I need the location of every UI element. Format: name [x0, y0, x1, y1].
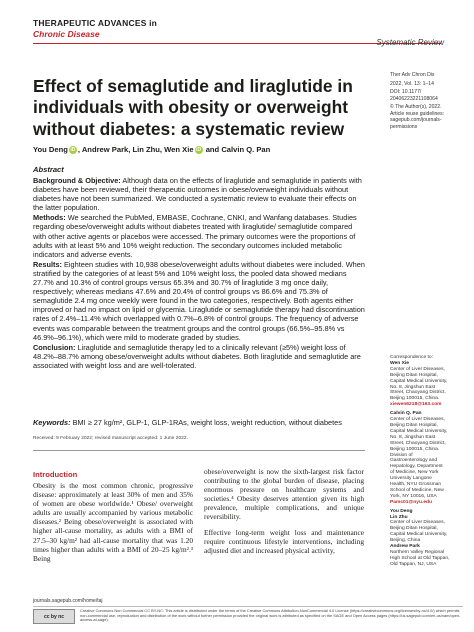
doi-value[interactable]: 20406223221108064 [390, 95, 438, 102]
body-paragraph: Effective long-term weight loss and maintenance require continuous lifestyle interventions, including adjusted diet and increased physical activity, [204, 527, 364, 555]
contact-name: Lin Zhu [390, 514, 408, 520]
section-heading: Introduction [33, 470, 78, 479]
author-name[interactable]: Wen Xie [164, 145, 194, 154]
correspondence-heading: Correspondence to: [390, 355, 433, 360]
background-label: Background & Objective: [33, 176, 121, 185]
doi-label[interactable]: DOI: 10.1177/ [390, 89, 422, 95]
author-name[interactable]: Andrew Park [81, 145, 129, 154]
author-list: You Deng iD , Andrew Park, Lin Zhu, Wen Xie iD and Calvin Q. Pan [33, 145, 271, 154]
contact-email[interactable]: xiewen6218@163.com [390, 402, 442, 408]
orcid-icon[interactable]: iD [196, 147, 202, 153]
journal-name: Chronic Disease [33, 29, 100, 39]
author-name[interactable]: Lin Zhu [132, 145, 160, 154]
volume-info: 2022, Vol. 13: 1–14 [390, 80, 434, 87]
journal-brand: THERAPEUTIC ADVANCES in [33, 18, 158, 28]
body-column-right [204, 467, 364, 561]
footer-divider [33, 606, 463, 607]
abstract-results [33, 260, 365, 342]
methods-text: We searched the PubMed, EMBASE, Cochrane, CNKI, and Wanfang databases. Studies regarding obese/overweight adults without diabetes treated with liraglutide/ semaglutide compared with other active agents or placebos were accessed. The primary outcomes were the proportions of adults with at least 5% and 10% weight reduction. The secondary outcomes included metabolic indicators and adverse events. [33, 213, 357, 259]
body-column-left: Obesity is the most common chronic, progressive disease: approximately at least 30% of men and 35% of women are obese worldwide.¹ Obese/ overweight adults are usually accompanied by various metabolic diseases.² Being obese/overweight is associated with higher all-cause mortality, as adults with a BMI of 27.5–30 kg/m² had all-cause mortality that was 1.20 times higher than adults with a BMI of 20–25 kg/m².³ Being [33, 481, 193, 563]
cc-icon: cc by nc [43, 613, 64, 620]
author-name[interactable]: You Deng [33, 145, 68, 154]
contact-name: You Deng [390, 508, 413, 514]
abstract-background [33, 176, 365, 212]
abstract-heading: Abstract [33, 165, 64, 174]
contact-address: Center of Liver Diseases, Beijing Ditan Hospital, Capital Medical University, Beijing, China [390, 520, 448, 544]
background-text: Although data on the effects of liraglutide and semaglutide in patients with diabetes have been reviewed, their therapeutic outcomes in obese/overweight individuals without diabetes have not been summarized. We conducted a systematic review to evaluate their effects on the latter population. [33, 176, 362, 213]
results-text: Eighteen studies with 10,938 obese/overweight adults without diabetes were included. When stratified by the categories of at least 5% and 10% weight loss, the pooled data showed medians 27.7% and 10.3% of control groups versus 65.3% and 30.7% of liraglutide 3 mg once daily, respectively; whereas medians 47.6% and 20.4% of control groups vs 86.6% and 75.3% of semaglutide 2.4 mg once weekly were found in the two categories, respectively. Both agents either improved or had no impact on lipid or glycemia. Liraglutide or semaglutide therapy had discontinuation rates of 2.4%–11.4% which overlapped with 0.7%–6.8% of control groups. The frequency of adverse events was comparable between the treatment groups and the control groups (66.5%–95.8% vs 46.9%–96.1%), which were mild to moderate graded by studies. [33, 259, 365, 342]
abstract-methods [33, 213, 365, 258]
license-text: Creative Commons Non Commercial CC BY-NC: This article is distributed under the terms of the Creative Commons Attribution-NonCommercial 4.0 License (https://creativecommons.org/licenses/by-nc/4.0/) which permits non-commercial use, reproduction and distribution of the work without further permission provided the original work is attributed as specified on the SAGE and Open Access pages (https://us.sagepub.com/en-us/nam/open-access-at-sage). [80, 608, 461, 623]
author-conjunction: and [205, 145, 220, 154]
abstract-conclusion [33, 343, 365, 370]
reuse-link[interactable]: sagepub.com/journals- [390, 117, 442, 123]
orcid-icon[interactable]: iD [70, 147, 76, 153]
journal-citation: Ther Adv Chron Dis [390, 72, 435, 78]
contact-email[interactable]: Pamc01@nyu.edu [390, 499, 433, 505]
keywords-text: BMI ≥ 27 kg/m², GLP-1, GLP-1RAs, weight loss, weight reduction, without diabetes [72, 418, 342, 427]
keywords [33, 418, 373, 427]
results-label: Results: [33, 259, 62, 269]
contact-address: Center of Liver Diseases, Beijing Ditan Hospital, Capital Medical University, No. 8, Jingshun East Street, Chaoyang District, Beijing 100015, China. [390, 366, 448, 402]
cc-license-badge[interactable] [33, 609, 75, 624]
article-title: Effect of semaglutide and liraglutide in individuals with obesity or overweight without diabetes: a systematic review [33, 76, 353, 139]
section-label: Systematic Review [376, 38, 444, 47]
abstract-section [33, 165, 365, 371]
methods-label: Methods: [33, 213, 66, 223]
author-name[interactable]: Calvin Q. Pan [221, 145, 271, 154]
contact-name: Calvin Q. Pan [390, 411, 422, 417]
contact-address: Center of Liver Diseases, Beijing Ditan Hospital, Capital Medical University, No. 8, Jingshun East Street, Chaoyang District, Beijing 100015, China. [390, 417, 448, 452]
article-metadata [390, 72, 462, 130]
reuse-guidelines: Article reuse guidelines: [390, 110, 445, 117]
copyright: © The Author(s), 2022. [390, 104, 442, 110]
contact-name: Andrew Park [390, 544, 420, 550]
body-paragraph: obese/overweight is now the sixth-largest risk factor contributing to the global burden of disease, placing enormous pressure on healthcare systems and societies.⁴ Obesity deserves attention given its high prevalence, multiple complications, and unique reversibility. [204, 467, 364, 522]
correspondence-block [390, 355, 466, 568]
conclusion-label: Conclusion: [33, 342, 76, 352]
journal-url[interactable]: journals.sagepub.com/home/taj [33, 598, 103, 604]
contact-address: Northern Valley Regional High School at Old Tappan, Old Tappan, NJ, USA [390, 550, 450, 567]
keywords-label: Keywords: [33, 418, 71, 427]
conclusion-text: Liraglutide and semaglutide therapy led to a clinically relevant (≥5%) weight loss of 48.2%–88.7% among obese/overweight adults without diabetes. Both liraglutide and semaglutide are associated with weight loss and are well-tolerated. [33, 342, 361, 370]
section-divider [33, 450, 365, 451]
contact-name: Wen Xie [390, 360, 409, 366]
reuse-link[interactable]: permissions [390, 123, 418, 130]
received-dates: Received: 9 February 2022; revised manuscript accepted: 1 June 2022. [33, 436, 188, 441]
contact-address-alt: Division of Gastroenterology and Hepatology, Department of Medicine, New York University Langone Health, NYU Grossman School of Medicine, New York, NY 10016, USA [390, 452, 444, 499]
